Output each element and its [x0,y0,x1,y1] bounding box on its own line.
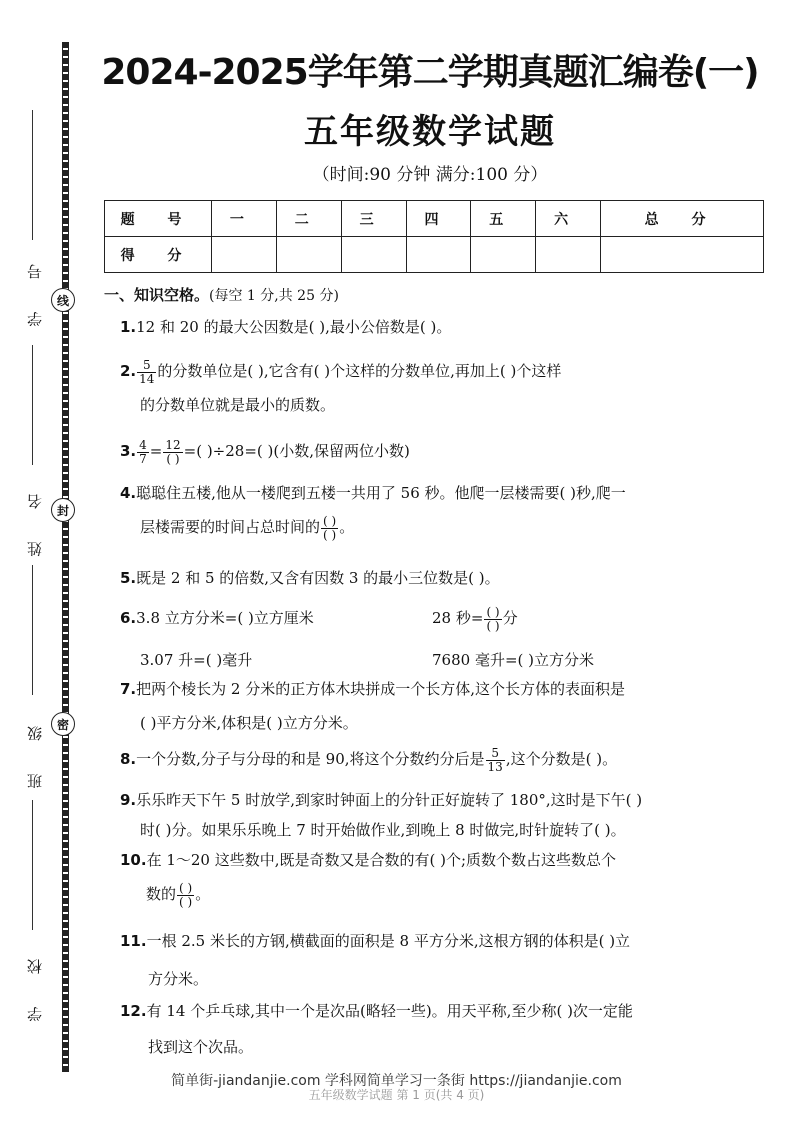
question-text: 乐乐昨天下午 5 时放学,到家时钟面上的分针正好旋转了 180°,这时是下午( ) [136,791,643,809]
question-end: ,这个分数是( )。 [505,750,618,768]
fraction-denominator: 7 [139,451,147,466]
question-number: 10. [120,851,147,869]
question-number: 9. [120,791,137,809]
question-number: 8. [120,750,137,768]
score-input-cell[interactable] [471,237,536,273]
fraction-numerator: 12 [165,437,181,452]
question-number: 6. [120,609,137,627]
question-number: 12. [120,1002,147,1020]
question-10 [120,843,763,911]
question-text: 有 14 个乒乓球,其中一个是次品(略轻一些)。用天平称,至少称( )次一定能 [146,1002,633,1020]
seal-seal: 封 [51,498,75,522]
question-number: 2. [120,362,137,380]
fraction-numerator: ( ) [323,513,337,528]
exam-title: 2024-2025学年第二学期真题汇编卷(一) [101,52,759,93]
question-number: 4. [120,484,137,502]
score-table [104,200,764,273]
fraction-denominator: ( ) [486,618,500,633]
name-rule [32,345,33,465]
fraction [484,606,501,633]
exam-subtitle: 五年级数学试题 [304,112,556,152]
fraction-numerator: 4 [139,437,147,452]
score-cell: 题 号 [105,201,212,237]
question-end: 。 [195,885,211,903]
question-end: 。 [339,518,355,536]
question-3: 3. $\frac{4}{7}$ = $\frac{12}{( )}$ =( )÷28=( )(小数,保留两位小数) [120,437,410,466]
student-number-rule [32,110,33,240]
question-continuation [120,877,763,911]
question-continuation [120,510,763,544]
question-text: 聪聪住五楼,他从一楼爬到五楼一共用了 56 秒。他爬一层楼需要( )秒,爬一 [136,484,626,502]
question-text: =( )÷28=( )(小数,保留两位小数) [183,442,410,460]
fraction [486,747,505,774]
score-cell: 一 [212,201,277,237]
score-cell: 四 [406,201,471,237]
fraction-denominator: ( ) [166,451,180,466]
fraction [163,439,182,466]
question-number: 1. [120,318,137,336]
fraction [137,439,149,466]
question-continuation: 方分米。 [148,970,209,988]
score-table-score-row [105,237,764,273]
score-input-cell[interactable] [601,237,764,273]
fraction-numerator: ( ) [486,604,500,619]
fraction-denominator: ( ) [179,894,193,909]
question-2 [120,354,763,422]
question-continuation-text: 层楼需要的时间占总时间的 [140,518,321,536]
fraction-numerator: ( ) [179,880,193,895]
school-label: 学 校 [26,945,44,1022]
page-footer: 五年级数学试题 第 1 页(共 4 页) [308,1088,485,1102]
question-4 [120,476,763,544]
question-text: 在 1～20 这些数中,既是奇数又是合数的有( )个;质数个数占这些数总个 [146,851,617,869]
section-title-text: 一、知识空格。 [104,286,210,304]
score-cell: 得 分 [105,237,212,273]
fraction-denominator: 14 [139,371,155,386]
question-1 [120,310,763,344]
fraction [177,882,194,909]
score-cell: 二 [276,201,341,237]
question-text-c: 3.07 升=( )毫升 [140,651,253,669]
fraction [321,515,338,542]
score-input-cell[interactable] [212,237,277,273]
question-text: 一根 2.5 米长的方钢,横截面的面积是 8 平方分米,这根方钢的体积是( )立 [146,932,631,950]
fraction [137,359,156,386]
question-9 [120,783,763,847]
exam-info: （时间:90 分钟 满分:100 分） [312,165,548,185]
score-input-cell[interactable] [536,237,601,273]
question-part-b [432,601,518,635]
score-input-cell[interactable] [341,237,406,273]
fraction-denominator: ( ) [323,527,337,542]
score-cell: 六 [536,201,601,237]
question-continuation-text: 数的 [146,885,177,903]
question-11 [120,924,763,996]
question-text: 一个分数,分子与分母的和是 90,将这个分数约分后是 [136,750,485,768]
question-7 [120,672,763,740]
watermark-text: 简单街-jiandanjie.com 学科网简单学习一条街 https://jiandanjie.com [171,1073,622,1089]
question-text: 把两个棱长为 2 分米的正方体木块拼成一个长方体,这个长方体的表面积是 [136,680,625,698]
question-8 [120,742,763,776]
student-number-label: 学 号 [26,250,44,327]
question-12 [120,994,763,1064]
score-input-cell[interactable] [276,237,341,273]
fraction-denominator: 13 [487,759,503,774]
binding-line [62,42,69,1072]
question-text: 的分数单位是( ),它含有( )个这样的分数单位,再加上( )个这样 [157,362,562,380]
question-6 [120,601,763,677]
score-cell: 总 分 [601,201,764,237]
score-table-header-row [105,201,764,237]
question-text-b: 28 秒= [432,609,484,627]
score-cell: 三 [341,201,406,237]
fraction-numerator: 5 [486,747,505,761]
question-continuation: 找到这个次品。 [148,1038,254,1056]
question-number: 3. [120,442,137,460]
score-cell: 五 [471,201,536,237]
question-text: 既是 2 和 5 的倍数,又含有因数 3 的最小三位数是( )。 [136,569,500,587]
seal-line: 线 [51,288,75,312]
fraction-numerator: 5 [137,359,156,373]
question-text: 12 和 20 的最大公因数是( ),最小公倍数是( )。 [136,318,452,336]
question-text-a: 3.8 立方分米=( )立方厘米 [136,609,314,627]
class-rule [32,565,33,695]
question-number: 11. [120,932,147,950]
question-continuation: 的分数单位就是最小的质数。 [140,396,336,414]
question-5 [120,561,763,595]
question-number: 5. [120,569,137,587]
seal-secret: 密 [51,712,75,736]
name-label: 姓 名 [26,480,44,557]
section-note: (每空 1 分,共 25 分) [209,288,339,304]
question-continuation: ( )平方分米,体积是( )立方分米。 [140,714,358,732]
score-input-cell[interactable] [406,237,471,273]
section-title [104,284,339,305]
question-text-b-end: 分 [502,609,518,627]
class-label: 班 级 [26,712,44,789]
school-rule [32,800,33,930]
question-continuation: 时( )分。如果乐乐晚上 7 时开始做作业,到晚上 8 时做完,时针旋转了( )。 [140,821,626,839]
question-text-d: 7680 毫升=( )立方分米 [432,651,594,669]
question-number: 7. [120,680,137,698]
